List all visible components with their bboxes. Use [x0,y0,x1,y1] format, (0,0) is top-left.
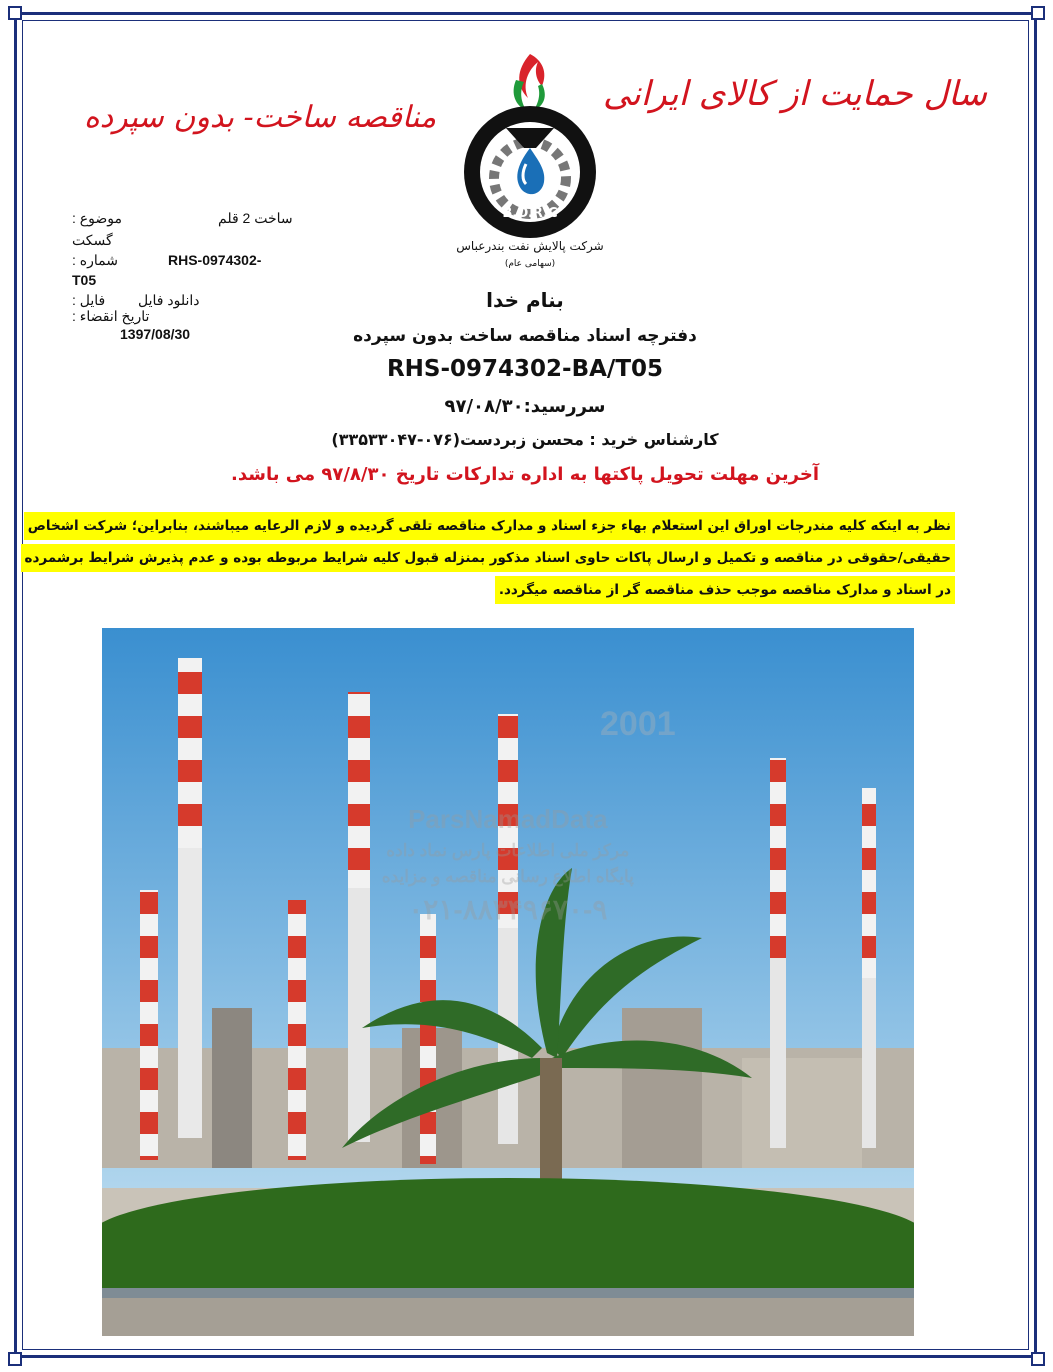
number-value: RHS-0974302- [168,252,262,268]
file-label: فایل : [72,292,106,308]
watermark-brand: ParsNamadData [408,804,608,834]
watermark-phone: ۰۲۱-۸۸۳۴۹۶۷۰-۹ [408,894,608,925]
watermark-year: 2001 [600,705,676,743]
notice-line: نظر به اینکه کلیه مندرجات اوراق این استعلام بهاء جزء اسناد و مدارک مناقصه تلقی گردیده و لازم الرعایه میباشند، بنابراین؛ شرکت اشخاص [100,512,955,540]
subject-value-cont: گسکت [72,232,113,248]
company-logo [430,40,630,270]
watermark-line2: پایگاه اطلاع رسانی مناقصه و مزایده [381,867,634,886]
due-date: سررسید:۹۷/۰۸/۳۰ [444,396,606,417]
logo-company-type: (سهامی عام) [504,259,556,269]
subject-value: ساخت 2 قلم [218,210,293,226]
number-label: شماره : [72,252,118,268]
tender-type-text: مناقصه ساخت- بدون سپرده [84,100,437,135]
submission-deadline: آخرین مهلت تحویل پاکتها به اداره تدارکات تاریخ ۹۷/۸/۳۰ می باشد. [231,464,819,485]
expiry-value: 1397/08/30 [120,326,191,342]
document-title: دفترچه اسناد مناقصه ساخت بدون سپرده [353,326,697,346]
subject-label: موضوع : [72,210,122,226]
file-download-link[interactable]: دانلود فایل [138,292,200,308]
slogan-text: سال حمایت از کالای ایرانی [603,74,987,114]
notice-line: حقیقی/حقوقی در مناقصه و تکمیل و ارسال پاکات حاوی اسناد مذکور بمنزله قبول کلیه شرایط مربوطه بوده و عدم پذیرش شرایط برشمرده [100,544,955,572]
document-code: RHS-0974302-BA/T05 [386,356,664,382]
logo-company-name: شرکت پالایش نفت بندرعباس [456,239,604,253]
expiry-label: تاریخ انقضاء : [72,308,150,324]
number-value-cont: T05 [72,272,97,288]
notice-paragraph [24,512,955,608]
parsnamad-watermark [340,705,676,926]
purchase-officer: کارشناس خرید : محسن زبردست(۰۷۶-۳۳۵۳۳۰۴۷) [331,430,719,449]
border-corner [8,6,22,20]
notice-line: در اسناد و مدارک مناقصه موجب حذف مناقصه گر از مناقصه میگردد. [100,576,955,604]
border-corner [8,1352,22,1366]
bismillah-heading: بنام خدا [486,288,564,312]
border-corner [1031,6,1045,20]
border-corner [1031,1352,1045,1366]
watermark-line1: مرکز ملی اطلاعات پارس نماد داده [386,841,630,860]
logo-initials: B.O.R.C [502,206,558,221]
